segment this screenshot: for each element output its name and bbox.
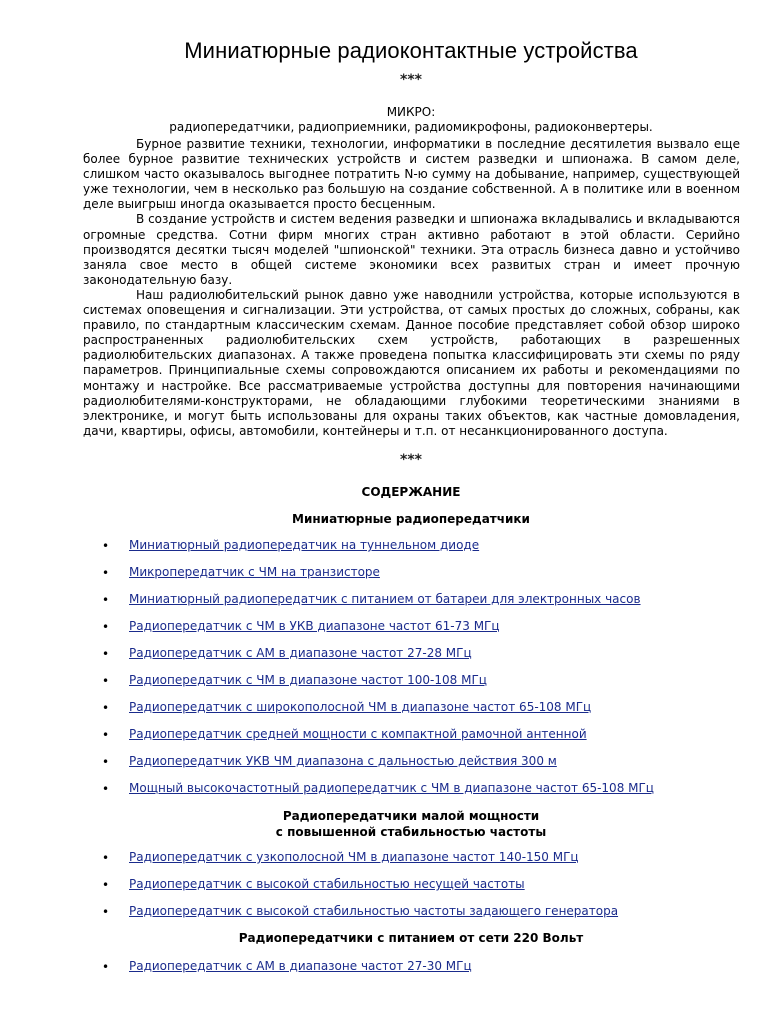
section-heading-low-power [0, 808, 768, 840]
contents-link[interactable]: Радиопередатчик с ЧМ в УКВ диапазоне частот 61-73 МГц [129, 619, 500, 633]
micro-label: МИКРО: [386, 105, 436, 119]
intro-paragraph: В создание устройств и систем ведения разведки и шпионажа вкладывались и вкладываются огромные средства. Сотни фирм многих стран активно работают в этой области. Серийно производятся десятки тысяч моделей "шпионской" техники. Эта отрасль бизнеса давно и устойчиво заняла свое место в общей системе экономики всех развитых стран и имеет прочную законодательную базу. [83, 212, 740, 287]
contents-link[interactable]: Миниатюрный радиопередатчик на туннельном диоде [129, 538, 480, 552]
bullet-icon: • [102, 620, 110, 634]
bullet-icon: • [102, 593, 110, 607]
bullet-icon: • [102, 755, 110, 769]
bullet-icon: • [102, 960, 110, 974]
intro-paragraph: Наш радиолюбительский рынок давно уже наводнили устройства, которые используются в системах оповещения и сигнализации. Эти устройства, от самых простых до сложных, собраны, как правило, по стандартным классическим схемам. Данное пособие представляет собой обзор широко распространенных радиолюбительских схем устройств, работающих в разрешенных радиолюбительских диапазонах. А также проведена попытка классифицировать эти схемы по ряду параметров. Принципиальные схемы сопровождаются описанием их работы и рекомендациями по монтажу и настройке. Все рассматриваемые устройства доступны для повторения начинающими радиолюбителями-конструкторами, не обладающими глубокими теоретическими знаниями в электронике, и могут быть использованы для охраны таких объектов, как частные домовладения, дачи, квартиры, офисы, автомобили, контейнеры и т.п. от несанкционированного доступа. [83, 287, 740, 438]
contents-link[interactable]: Радиопередатчик УКВ ЧМ диапазона с дальностью действия 300 м [129, 754, 557, 768]
contents-link[interactable]: Мощный высокочастотный радиопередатчик с ЧМ в диапазоне частот 65-108 МГц [129, 781, 654, 795]
contents-link[interactable]: Радиопередатчик с ЧМ в диапазоне частот 100-108 МГц [129, 673, 487, 687]
bullet-icon: • [102, 905, 110, 919]
bullet-icon: • [102, 782, 110, 796]
bullet-icon: • [102, 674, 110, 688]
section-heading-mains-powered: Радиопередатчики с питанием от сети 220 Вольт [238, 931, 584, 945]
contents-heading: СОДЕРЖАНИЕ [361, 485, 461, 499]
separator-stars-bottom: *** [400, 452, 422, 468]
contents-link[interactable]: Радиопередатчик средней мощности с компактной рамочной антенной [129, 727, 587, 741]
contents-link[interactable]: Радиопередатчик с высокой стабильностью несущей частоты [129, 877, 525, 891]
contents-link[interactable]: Микропередатчик с ЧМ на транзисторе [129, 565, 380, 579]
separator-stars-top: *** [400, 72, 422, 88]
contents-link[interactable]: Радиопередатчик с узкополосной ЧМ в диапазоне частот 140-150 МГц [129, 850, 579, 864]
bullet-icon: • [102, 566, 110, 580]
contents-link[interactable]: Радиопередатчик с АМ в диапазоне частот 27-28 МГц [129, 646, 472, 660]
contents-link[interactable]: Радиопередатчик с высокой стабильностью частоты задающего генератора [129, 904, 619, 918]
bullet-icon: • [102, 647, 110, 661]
bullet-icon: • [102, 878, 110, 892]
intro-text [83, 137, 740, 439]
intro-paragraph: Бурное развитие техники, технологии, информатики в последние десятилетия вызвало еще более бурное развитие технических устройств и систем разведки и шпионажа. В самом деле, слишком часто оказывалось выгоднее потратить N-ю сумму на добывание, например, существующей уже технологии, чем в несколько раз большую на создание собственной. А в политике или в военном деле выигрыш иногда оказывается просто бесценным. [83, 137, 740, 212]
micro-subtitle: радиопередатчики, радиоприемники, радиомикрофоны, радиоконвертеры. [169, 120, 653, 134]
contents-link[interactable]: Радиопередатчик с широкополосной ЧМ в диапазоне частот 65-108 МГц [129, 700, 592, 714]
bullet-icon: • [102, 539, 110, 553]
bullet-icon: • [102, 728, 110, 742]
section-heading-line: с повышенной стабильностью частоты [275, 825, 547, 839]
bullet-icon: • [102, 701, 110, 715]
page-title: Миниатюрные радиоконтактные устройства [184, 38, 638, 63]
contents-link[interactable]: Миниатюрный радиопередатчик с питанием от батареи для электронных часов [129, 592, 641, 606]
section-heading-line: Радиопередатчики малой мощности [282, 809, 540, 823]
contents-link[interactable]: Радиопередатчик с АМ в диапазоне частот 27-30 МГц [129, 959, 472, 973]
section-heading-miniature-transmitters: Миниатюрные радиопередатчики [292, 512, 530, 526]
bullet-icon: • [102, 851, 110, 865]
